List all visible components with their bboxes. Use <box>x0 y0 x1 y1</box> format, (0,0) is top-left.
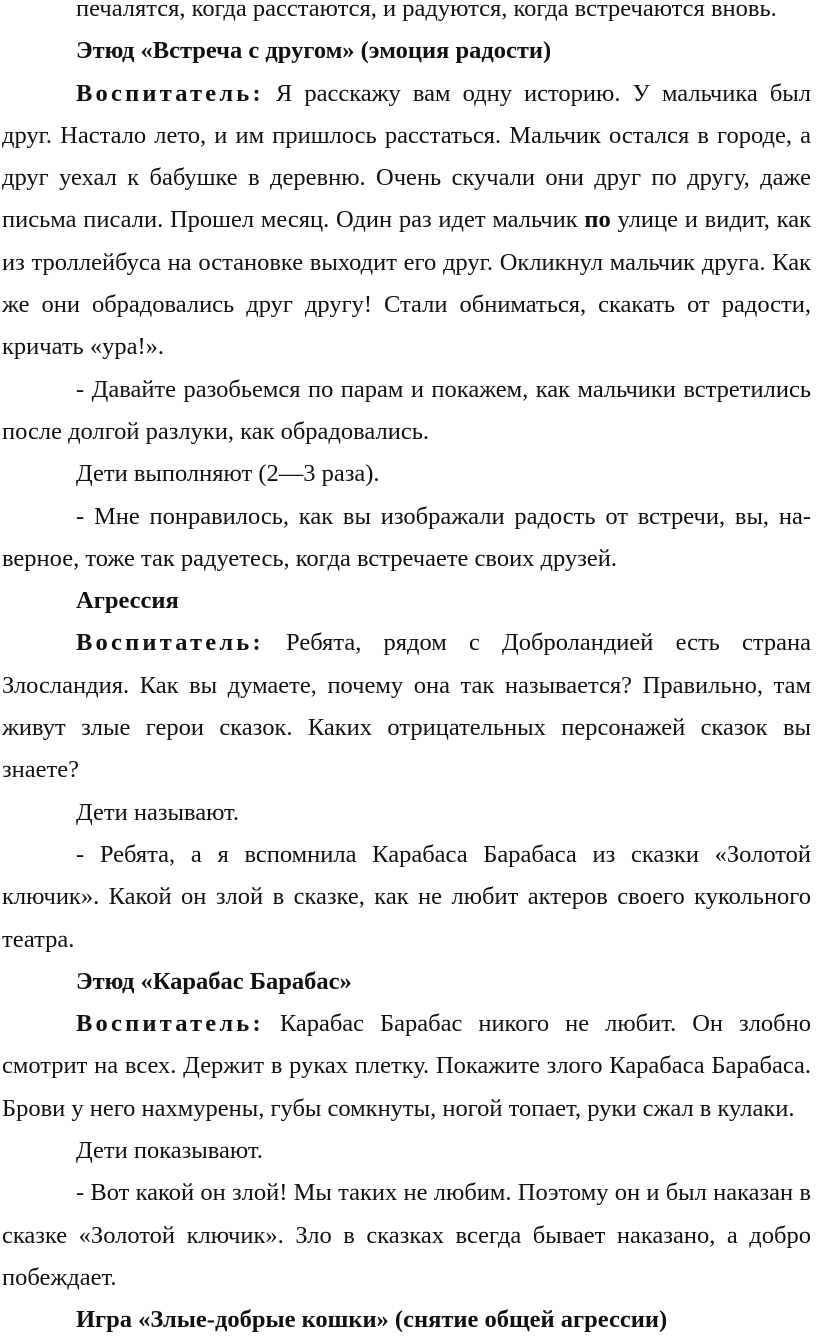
story-text-part-2: улице и видит, как из троллейбуса на остановке выходит его друг. Окликнул мальчик друга. Как же они обрадовались друг другу! Стали обниматься, скакать от радости, кричать «ура!». <box>2 206 811 361</box>
speaker-label: Воспитатель: <box>76 79 264 107</box>
paragraph-teacher-karabas <box>2 1003 811 1130</box>
paragraph-teacher-zloslandia <box>2 622 811 791</box>
paragraph-teacher-story <box>2 73 811 369</box>
paragraph-children-name: Дети называют. <box>76 798 240 826</box>
paragraph-intro-continuation: печалятся, когда расстаются, и радуются, когда встречаются вновь. <box>76 0 777 22</box>
paragraph-evil-punished: - Вот какой он злой! Мы таких не любим. Поэтому он и был наказан в сказке «Золотой ключик». Зло в сказках всегда бывает наказано, а добро побеждает. <box>2 1179 811 1291</box>
heading-game-cats: Игра «Злые-добрые кошки» (снятие общей агрессии) <box>76 1306 668 1334</box>
paragraph-pairs-instruction: - Давайте разобьемся по парам и покажем, как мальчики встретились после долгой разлуки, как обрадовались. <box>2 375 811 445</box>
story-text-part-1: Я расскажу вам одну историю. У мальчика был друг. Настало лето, и им пришлось расстаться. Мальчик остался в городе, а друг уехал к бабушке в деревню. Очень скучали они друг по другу, даже письма писали. Прошел месяц. Один раз идет мальчик <box>2 79 811 234</box>
karabas-text: Карабас Барабас никого не любит. Он злобно смотрит на всех. Держит в руках плетку. Покажите злого Карабаса Барабаса. Брови у него нахмурены, губы сомкнуты, ногой топает, руки сжал в кулаки. <box>2 1010 811 1122</box>
story-bold-word: по <box>584 206 611 234</box>
paragraph-children-show: Дети показывают. <box>76 1137 263 1165</box>
paragraph-praise: - Мне понравилось, как вы изображали радость от встречи, вы, наверное, тоже так радуетесь, когда встречаете своих друзей. <box>2 502 811 572</box>
speaker-label: Воспитатель: <box>76 1010 264 1038</box>
zloslandia-text: Ребята, рядом с Доброландией есть страна Злосландия. Как вы думаете, почему она так называется? Правильно, там живут злые герои сказок. Каких отрицательных персонажей сказок вы знаете? <box>2 629 811 784</box>
heading-etude-meeting: Этюд «Встреча с другом» (эмоция радости) <box>76 37 552 65</box>
paragraph-children-perform: Дети выполняют (2—3 раза). <box>76 460 380 488</box>
heading-etude-karabas: Этюд «Карабас Барабас» <box>76 967 352 995</box>
heading-aggression: Агрессия <box>76 587 179 615</box>
paragraph-karabas-intro: - Ребята, а я вспомнила Карабаса Барабаса из сказки «Золотой ключик». Какой он злой в сказке, как не любит актеров своего кукольного театра. <box>2 840 811 953</box>
speaker-label: Воспитатель: <box>76 629 264 657</box>
